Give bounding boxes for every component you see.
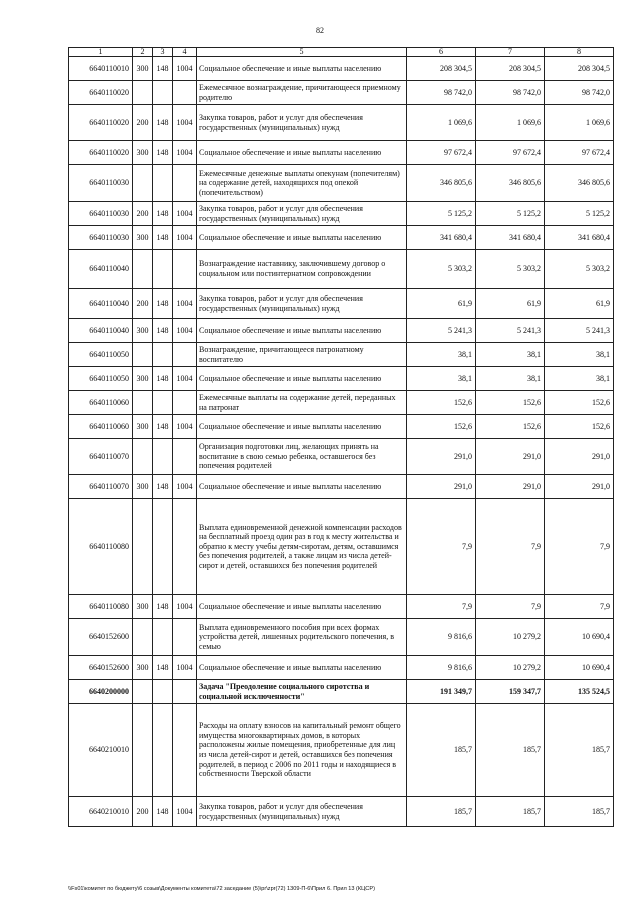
amount-col8-cell: 152,6 xyxy=(545,415,614,439)
expense-type-cell: 200 xyxy=(133,105,153,141)
amount-col6-cell: 185,7 xyxy=(407,704,476,797)
budget-code-cell: 6640110070 xyxy=(69,475,133,499)
expense-type-cell xyxy=(133,704,153,797)
description-cell: Социальное обеспечение и иные выплаты населению xyxy=(197,319,407,343)
amount-col6-cell: 61,9 xyxy=(407,289,476,319)
amount-col6-cell: 98 742,0 xyxy=(407,81,476,105)
budget-code-cell: 6640210010 xyxy=(69,704,133,797)
amount-col7-cell: 61,9 xyxy=(476,289,545,319)
amount-col8-cell: 1 069,6 xyxy=(545,105,614,141)
description-cell: Выплата единовременного пособия при всех формах устройства детей, лишенных родительского попечения, в семью xyxy=(197,619,407,656)
amount-col6-cell: 208 304,5 xyxy=(407,57,476,81)
description-cell: Социальное обеспечение и иные выплаты населению xyxy=(197,57,407,81)
expense-type-cell xyxy=(133,439,153,475)
table-row xyxy=(69,141,614,165)
header-cell: 3 xyxy=(153,48,173,57)
amount-col7-cell: 346 805,6 xyxy=(476,165,545,202)
subsection-cell: 1004 xyxy=(173,289,197,319)
amount-col7-cell: 10 279,2 xyxy=(476,656,545,680)
amount-col8-cell: 341 680,4 xyxy=(545,226,614,250)
subsection-cell xyxy=(173,499,197,595)
amount-col7-cell: 291,0 xyxy=(476,475,545,499)
amount-col6-cell: 38,1 xyxy=(407,367,476,391)
expense-type-cell xyxy=(133,250,153,289)
amount-col6-cell: 5 241,3 xyxy=(407,319,476,343)
amount-col6-cell: 9 816,6 xyxy=(407,619,476,656)
amount-col7-cell: 10 279,2 xyxy=(476,619,545,656)
section-cell xyxy=(153,704,173,797)
section-cell xyxy=(153,439,173,475)
budget-code-cell: 6640110040 xyxy=(69,289,133,319)
expense-type-cell: 300 xyxy=(133,367,153,391)
header-cell: 1 xyxy=(69,48,133,57)
table-row xyxy=(69,81,614,105)
subsection-cell: 1004 xyxy=(173,797,197,827)
amount-col6-cell: 5 303,2 xyxy=(407,250,476,289)
budget-code-cell: 6640110050 xyxy=(69,367,133,391)
budget-code-cell: 6640110010 xyxy=(69,57,133,81)
subsection-cell xyxy=(173,250,197,289)
budget-code-cell: 6640110080 xyxy=(69,595,133,619)
section-cell: 148 xyxy=(153,226,173,250)
budget-code-cell: 6640152600 xyxy=(69,619,133,656)
table-row xyxy=(69,250,614,289)
subsection-cell: 1004 xyxy=(173,367,197,391)
subsection-cell: 1004 xyxy=(173,595,197,619)
section-cell: 148 xyxy=(153,475,173,499)
table-row xyxy=(69,415,614,439)
expense-type-cell: 200 xyxy=(133,202,153,226)
subsection-cell xyxy=(173,343,197,367)
description-cell: Выплата единовременной денежной компенсации расходов на бесплатный проезд один раз в год к месту жительства и обратно к месту учебы детям-сиротам, детям, оставшимся без попечения родителей, а также лицам из числа детей-сирот и детей, оставшихся без попечения родителей xyxy=(197,499,407,595)
amount-col6-cell: 38,1 xyxy=(407,343,476,367)
amount-col6-cell: 1 069,6 xyxy=(407,105,476,141)
amount-col7-cell: 208 304,5 xyxy=(476,57,545,81)
expense-type-cell: 300 xyxy=(133,226,153,250)
budget-code-cell: 6640110040 xyxy=(69,319,133,343)
expense-type-cell: 300 xyxy=(133,415,153,439)
section-cell: 148 xyxy=(153,797,173,827)
amount-col6-cell: 7,9 xyxy=(407,595,476,619)
budget-code-cell: 6640152600 xyxy=(69,656,133,680)
amount-col6-cell: 7,9 xyxy=(407,499,476,595)
amount-col8-cell: 10 690,4 xyxy=(545,619,614,656)
description-cell: Социальное обеспечение и иные выплаты населению xyxy=(197,226,407,250)
table-row xyxy=(69,595,614,619)
table-row xyxy=(69,475,614,499)
description-cell: Закупка товаров, работ и услуг для обеспечения государственных (муниципальных) нужд xyxy=(197,289,407,319)
amount-col7-cell: 97 672,4 xyxy=(476,141,545,165)
table-row xyxy=(69,680,614,704)
section-cell: 148 xyxy=(153,319,173,343)
amount-col8-cell: 291,0 xyxy=(545,439,614,475)
amount-col7-cell: 5 303,2 xyxy=(476,250,545,289)
amount-col7-cell: 1 069,6 xyxy=(476,105,545,141)
amount-col7-cell: 159 347,7 xyxy=(476,680,545,704)
description-cell: Закупка товаров, работ и услуг для обеспечения государственных (муниципальных) нужд xyxy=(197,797,407,827)
header-cell: 4 xyxy=(173,48,197,57)
table-row xyxy=(69,165,614,202)
subsection-cell xyxy=(173,680,197,704)
header-row xyxy=(69,48,614,57)
header-cell: 8 xyxy=(545,48,614,57)
amount-col7-cell: 5 241,3 xyxy=(476,319,545,343)
amount-col8-cell: 7,9 xyxy=(545,499,614,595)
header-cell: 7 xyxy=(476,48,545,57)
expense-type-cell: 300 xyxy=(133,656,153,680)
expense-type-cell xyxy=(133,619,153,656)
section-cell xyxy=(153,680,173,704)
subsection-cell: 1004 xyxy=(173,141,197,165)
table-row xyxy=(69,439,614,475)
budget-code-cell: 6640110030 xyxy=(69,202,133,226)
amount-col7-cell: 98 742,0 xyxy=(476,81,545,105)
table-row xyxy=(69,226,614,250)
budget-code-cell: 6640110020 xyxy=(69,81,133,105)
section-cell: 148 xyxy=(153,289,173,319)
description-cell: Ежемесячные денежные выплаты опекунам (попечителям) на содержание детей, находящихся под опекой (попечительством) xyxy=(197,165,407,202)
section-cell: 148 xyxy=(153,367,173,391)
subsection-cell xyxy=(173,439,197,475)
expense-type-cell xyxy=(133,391,153,415)
description-cell: Закупка товаров, работ и услуг для обеспечения государственных (муниципальных) нужд xyxy=(197,202,407,226)
table-row xyxy=(69,202,614,226)
section-cell: 148 xyxy=(153,595,173,619)
amount-col8-cell: 10 690,4 xyxy=(545,656,614,680)
amount-col8-cell: 135 524,5 xyxy=(545,680,614,704)
expense-type-cell: 200 xyxy=(133,797,153,827)
amount-col8-cell: 5 303,2 xyxy=(545,250,614,289)
description-cell: Социальное обеспечение и иные выплаты населению xyxy=(197,367,407,391)
table-row xyxy=(69,797,614,827)
amount-col6-cell: 152,6 xyxy=(407,415,476,439)
section-cell xyxy=(153,165,173,202)
subsection-cell xyxy=(173,165,197,202)
table-row xyxy=(69,343,614,367)
amount-col6-cell: 185,7 xyxy=(407,797,476,827)
description-cell: Социальное обеспечение и иные выплаты населению xyxy=(197,595,407,619)
amount-col8-cell: 152,6 xyxy=(545,391,614,415)
budget-code-cell: 6640200000 xyxy=(69,680,133,704)
table-row xyxy=(69,391,614,415)
budget-code-cell: 6640110060 xyxy=(69,391,133,415)
amount-col7-cell: 185,7 xyxy=(476,797,545,827)
amount-col6-cell: 9 816,6 xyxy=(407,656,476,680)
section-cell xyxy=(153,250,173,289)
amount-col7-cell: 5 125,2 xyxy=(476,202,545,226)
budget-code-cell: 6640210010 xyxy=(69,797,133,827)
amount-col8-cell: 98 742,0 xyxy=(545,81,614,105)
subsection-cell: 1004 xyxy=(173,319,197,343)
description-cell: Социальное обеспечение и иные выплаты населению xyxy=(197,141,407,165)
budget-code-cell: 6640110060 xyxy=(69,415,133,439)
subsection-cell xyxy=(173,81,197,105)
expense-type-cell xyxy=(133,165,153,202)
section-cell: 148 xyxy=(153,105,173,141)
subsection-cell xyxy=(173,704,197,797)
description-cell: Вознаграждение, причитающееся патронатному воспитателю xyxy=(197,343,407,367)
section-cell xyxy=(153,499,173,595)
header-cell: 5 xyxy=(197,48,407,57)
description-cell: Ежемесячные выплаты на содержание детей, переданных на патронат xyxy=(197,391,407,415)
subsection-cell: 1004 xyxy=(173,475,197,499)
expense-type-cell xyxy=(133,680,153,704)
section-cell: 148 xyxy=(153,202,173,226)
amount-col7-cell: 341 680,4 xyxy=(476,226,545,250)
section-cell xyxy=(153,619,173,656)
table-row xyxy=(69,704,614,797)
subsection-cell: 1004 xyxy=(173,415,197,439)
section-cell: 148 xyxy=(153,415,173,439)
amount-col6-cell: 291,0 xyxy=(407,475,476,499)
amount-col8-cell: 61,9 xyxy=(545,289,614,319)
amount-col7-cell: 7,9 xyxy=(476,499,545,595)
amount-col6-cell: 191 349,7 xyxy=(407,680,476,704)
amount-col8-cell: 185,7 xyxy=(545,704,614,797)
amount-col6-cell: 346 805,6 xyxy=(407,165,476,202)
budget-code-cell: 6640110030 xyxy=(69,226,133,250)
subsection-cell: 1004 xyxy=(173,656,197,680)
table-row xyxy=(69,367,614,391)
expense-type-cell: 300 xyxy=(133,475,153,499)
expense-type-cell xyxy=(133,81,153,105)
amount-col8-cell: 208 304,5 xyxy=(545,57,614,81)
amount-col8-cell: 38,1 xyxy=(545,343,614,367)
description-cell: Ежемесячное вознаграждение, причитающееся приемному родителю xyxy=(197,81,407,105)
budget-code-cell: 6640110020 xyxy=(69,141,133,165)
amount-col7-cell: 185,7 xyxy=(476,704,545,797)
description-cell: Организация подготовки лиц, желающих принять на воспитание в свою семью ребенка, оставшегося без попечения родителей xyxy=(197,439,407,475)
amount-col8-cell: 97 672,4 xyxy=(545,141,614,165)
description-cell: Вознаграждение наставнику, заключившему договор о социальном или постинтернатном сопровождении xyxy=(197,250,407,289)
amount-col8-cell: 185,7 xyxy=(545,797,614,827)
table-row xyxy=(69,619,614,656)
table-row xyxy=(69,105,614,141)
expense-type-cell xyxy=(133,499,153,595)
subsection-cell xyxy=(173,619,197,656)
table-row xyxy=(69,319,614,343)
page-number: 82 xyxy=(316,26,324,35)
table-row xyxy=(69,289,614,319)
amount-col6-cell: 152,6 xyxy=(407,391,476,415)
section-cell xyxy=(153,391,173,415)
description-cell: Закупка товаров, работ и услуг для обеспечения государственных (муниципальных) нужд xyxy=(197,105,407,141)
description-cell: Социальное обеспечение и иные выплаты населению xyxy=(197,656,407,680)
amount-col6-cell: 291,0 xyxy=(407,439,476,475)
table-row xyxy=(69,499,614,595)
budget-code-cell: 6640110070 xyxy=(69,439,133,475)
expense-type-cell: 300 xyxy=(133,319,153,343)
header-cell: 6 xyxy=(407,48,476,57)
amount-col8-cell: 5 125,2 xyxy=(545,202,614,226)
section-cell xyxy=(153,81,173,105)
expense-type-cell: 300 xyxy=(133,595,153,619)
subsection-cell: 1004 xyxy=(173,226,197,250)
description-cell: Расходы на оплату взносов на капитальный ремонт общего имущества многоквартирных домов, в которых расположены жилые помещения, приобретенные для лиц из числа детей-сирот и детей, оставшихся без попечения родителей, в период с 2006 по 2011 годы и находящиеся в собственности Тверской области xyxy=(197,704,407,797)
amount-col8-cell: 5 241,3 xyxy=(545,319,614,343)
amount-col6-cell: 97 672,4 xyxy=(407,141,476,165)
budget-table xyxy=(68,47,614,827)
budget-code-cell: 6640110040 xyxy=(69,250,133,289)
section-cell xyxy=(153,343,173,367)
budget-code-cell: 6640110080 xyxy=(69,499,133,595)
description-cell: Социальное обеспечение и иные выплаты населению xyxy=(197,475,407,499)
expense-type-cell xyxy=(133,343,153,367)
file-path-footer: \\Fs01\комитет по бюджету\6 созыв\Документы комитета\72 заседание (5)\pr\zpr(72) 1309-П-6\Прил 6. Прил 13 (КЦСР) xyxy=(68,886,375,892)
amount-col7-cell: 152,6 xyxy=(476,415,545,439)
description-cell: Социальное обеспечение и иные выплаты населению xyxy=(197,415,407,439)
section-cell: 148 xyxy=(153,141,173,165)
expense-type-cell: 300 xyxy=(133,141,153,165)
amount-col7-cell: 291,0 xyxy=(476,439,545,475)
section-cell: 148 xyxy=(153,656,173,680)
subsection-cell: 1004 xyxy=(173,57,197,81)
subsection-cell: 1004 xyxy=(173,105,197,141)
amount-col6-cell: 341 680,4 xyxy=(407,226,476,250)
budget-code-cell: 6640110030 xyxy=(69,165,133,202)
table-row xyxy=(69,656,614,680)
description-cell: Задача "Преодоление социального сиротства и социальной исключенности" xyxy=(197,680,407,704)
amount-col7-cell: 38,1 xyxy=(476,367,545,391)
amount-col8-cell: 346 805,6 xyxy=(545,165,614,202)
budget-code-cell: 6640110050 xyxy=(69,343,133,367)
header-cell: 2 xyxy=(133,48,153,57)
budget-code-cell: 6640110020 xyxy=(69,105,133,141)
amount-col7-cell: 38,1 xyxy=(476,343,545,367)
table-row xyxy=(69,57,614,81)
subsection-cell xyxy=(173,391,197,415)
expense-type-cell: 300 xyxy=(133,57,153,81)
amount-col8-cell: 7,9 xyxy=(545,595,614,619)
expense-type-cell: 200 xyxy=(133,289,153,319)
amount-col8-cell: 38,1 xyxy=(545,367,614,391)
amount-col7-cell: 152,6 xyxy=(476,391,545,415)
amount-col8-cell: 291,0 xyxy=(545,475,614,499)
amount-col7-cell: 7,9 xyxy=(476,595,545,619)
subsection-cell: 1004 xyxy=(173,202,197,226)
section-cell: 148 xyxy=(153,57,173,81)
amount-col6-cell: 5 125,2 xyxy=(407,202,476,226)
